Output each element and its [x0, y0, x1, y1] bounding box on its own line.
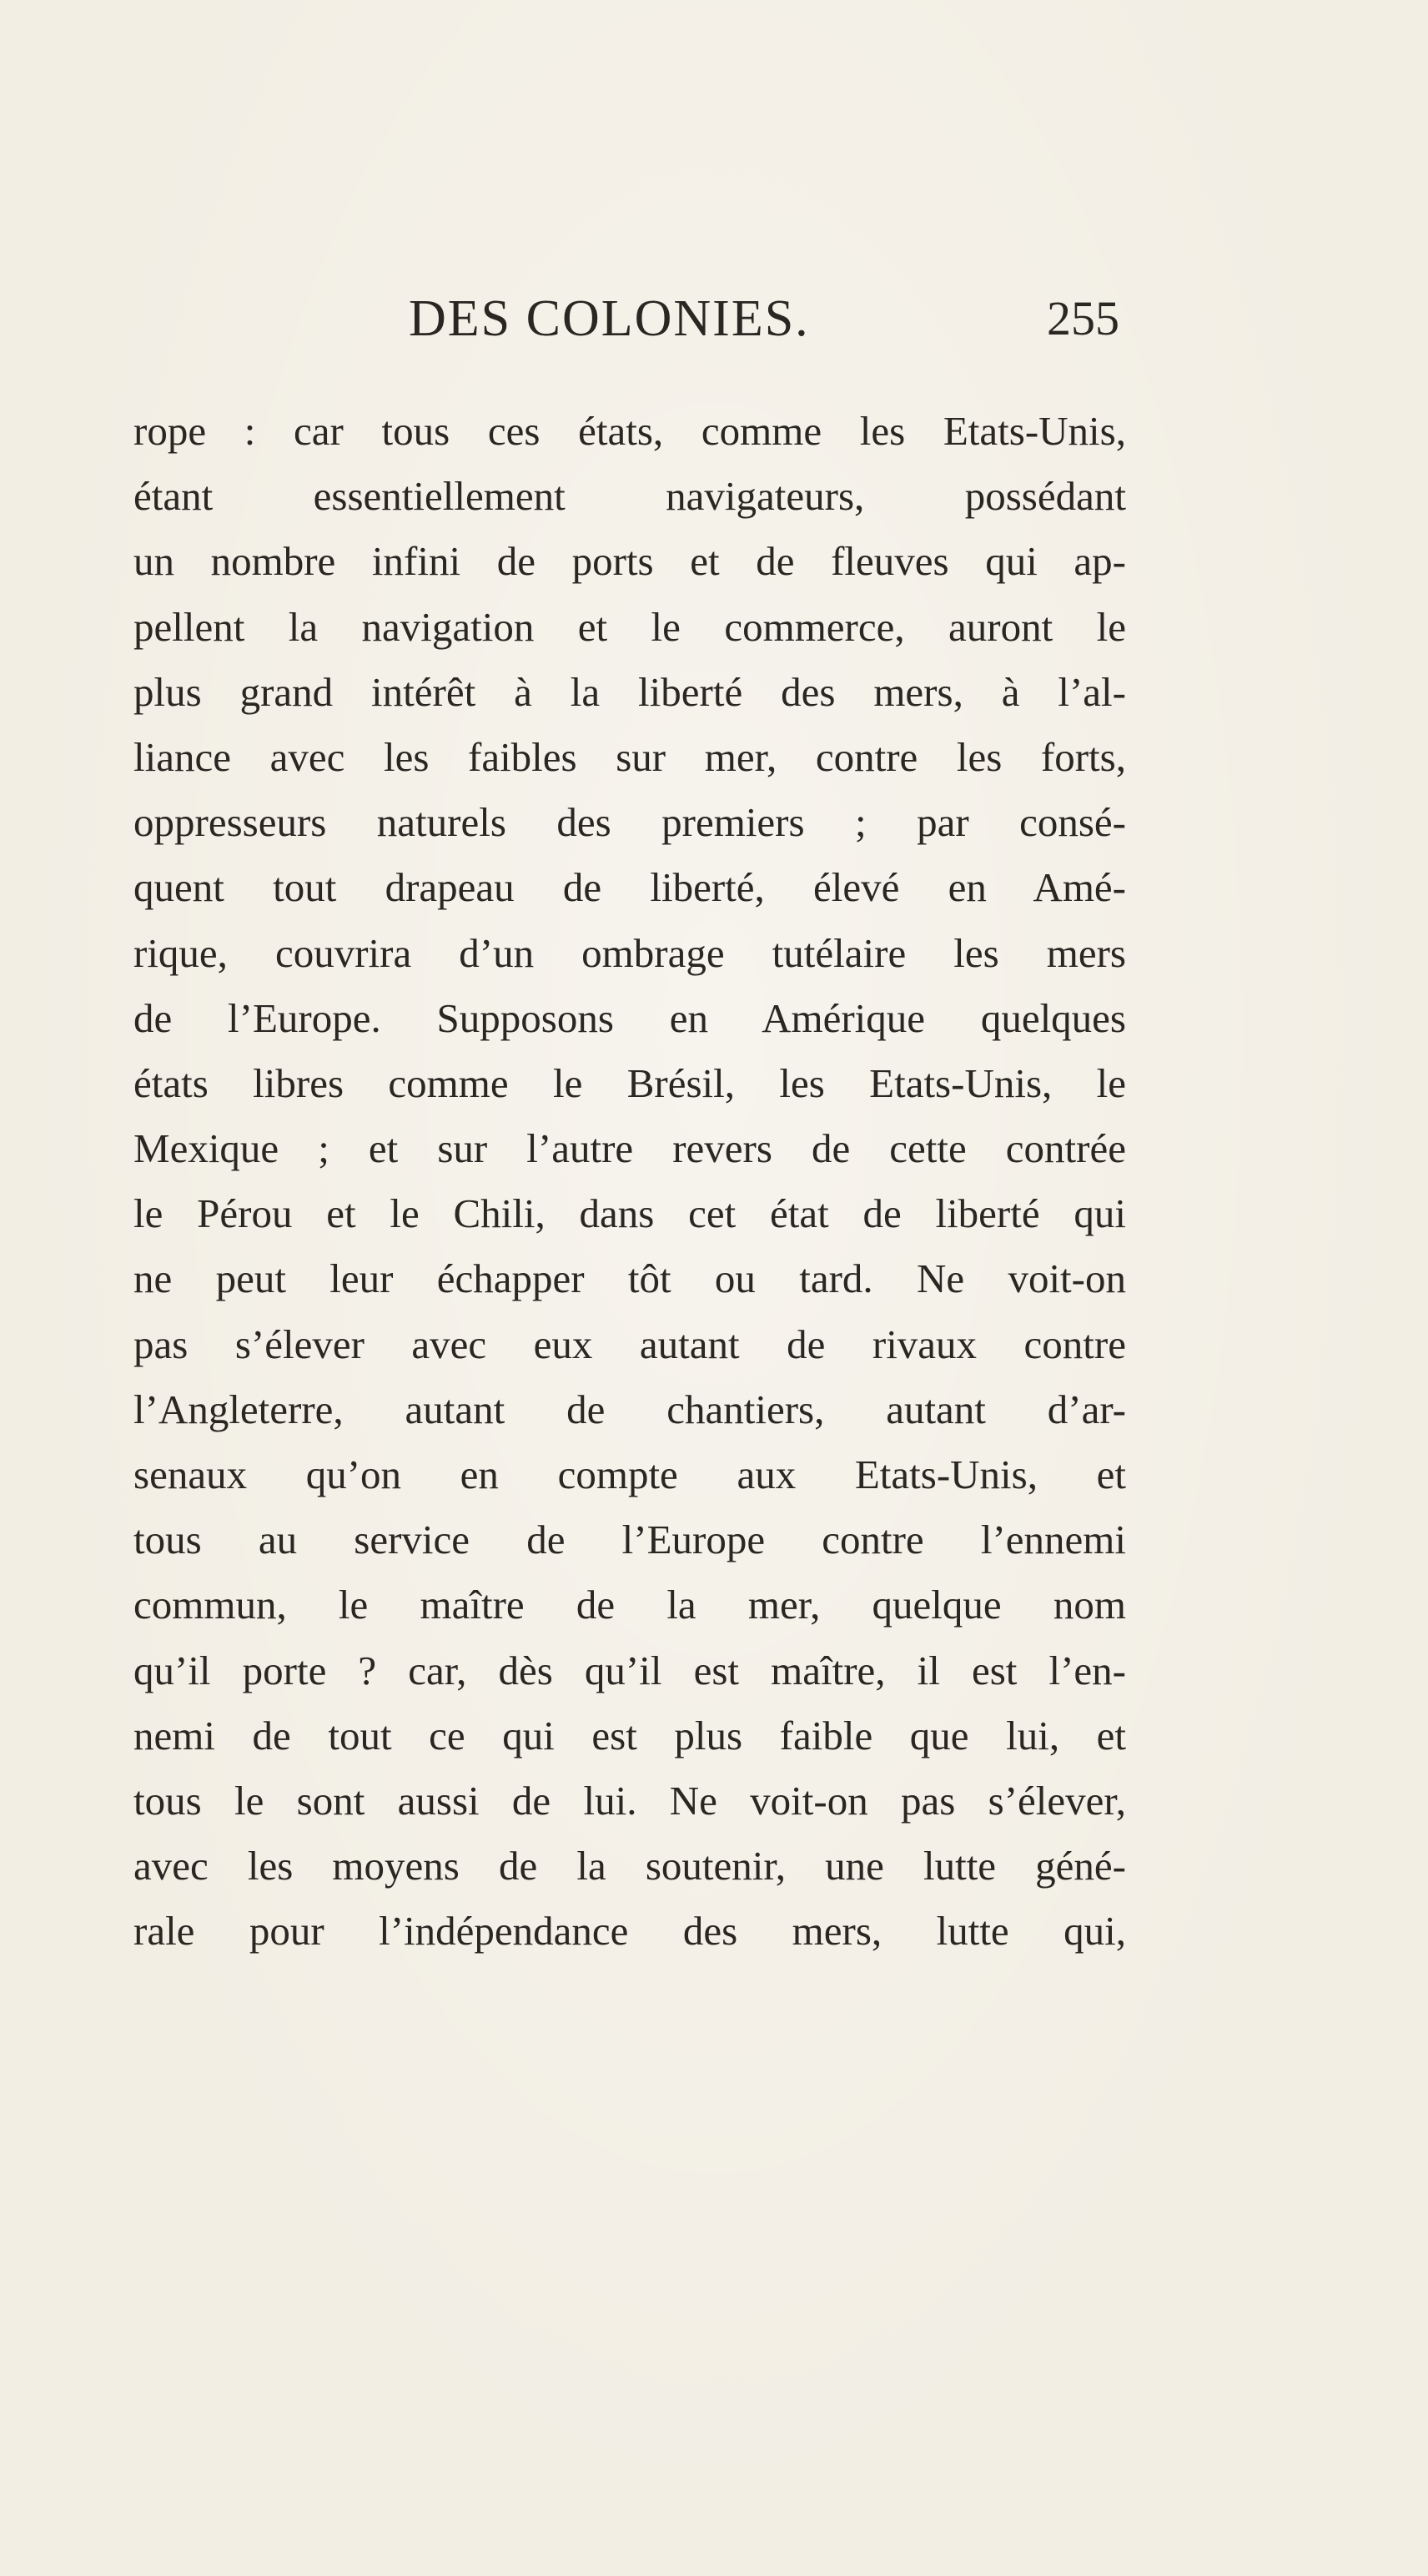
text-line: plus grand intérêt à la liberté des mers, à l’al- — [133, 668, 1126, 715]
body-text — [133, 399, 1126, 1965]
text-line: rique, couvrira d’un ombrage tutélaire les mers — [133, 929, 1126, 976]
text-line: tous au service de l’Europe contre l’ennemi — [133, 1517, 1126, 1563]
text-line: l’Angleterre, autant de chantiers, autant d’ar- — [133, 1386, 1126, 1432]
text-line: états libres comme le Brésil, les Etats-Unis, le — [133, 1059, 1126, 1106]
text-line: ne peut leur échapper tôt ou tard. Ne voit-on — [133, 1255, 1126, 1302]
text-line: nemi de tout ce qui est plus faible que lui, et — [133, 1712, 1126, 1758]
text-line: un nombre infini de ports et de fleuves qui ap- — [133, 538, 1126, 585]
text-line: étant essentiellement navigateurs, possédant — [133, 473, 1126, 520]
running-title: DES COLONIES. — [409, 290, 810, 347]
running-head — [133, 285, 1126, 352]
text-line: quent tout drapeau de liberté, élevé en Amé- — [133, 864, 1126, 911]
text-line: rope : car tous ces états, comme les Etats-Unis, — [133, 408, 1126, 454]
text-line: avec les moyens de la soutenir, une lutte géné- — [133, 1843, 1126, 1889]
text-line: pellent la navigation et le commerce, auront le — [133, 603, 1126, 650]
page-number: 255 — [1047, 291, 1119, 345]
text-line: Mexique ; et sur l’autre revers de cette contrée — [133, 1125, 1126, 1172]
text-line: pas s’élever avec eux autant de rivaux contre — [133, 1321, 1126, 1367]
text-line: le Pérou et le Chili, dans cet état de liberté qui — [133, 1190, 1126, 1237]
text-line: qu’il porte ? car, dès qu’il est maître, il est l’en- — [133, 1647, 1126, 1693]
text-line: de l’Europe. Supposons en Amérique quelques — [133, 994, 1126, 1041]
text-line: senaux qu’on en compte aux Etats-Unis, et — [133, 1452, 1126, 1497]
text-line: tous le sont aussi de lui. Ne voit-on pas s’élever, — [133, 1777, 1126, 1824]
text-line: liance avec les faibles sur mer, contre les forts, — [133, 733, 1126, 780]
text-line: oppresseurs naturels des premiers ; par consé- — [133, 799, 1126, 846]
text-line: rale pour l’indépendance des mers, lutte qui, — [133, 1908, 1126, 1955]
text-line: commun, le maître de la mer, quelque nom — [133, 1582, 1126, 1628]
